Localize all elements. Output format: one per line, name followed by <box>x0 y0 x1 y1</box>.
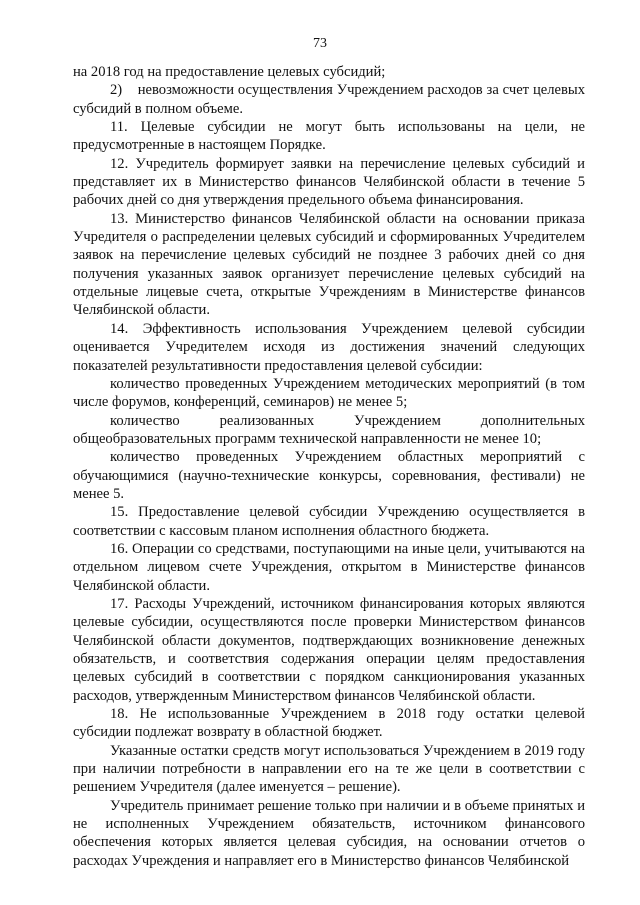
indicator-methodical-events: количество проведенных Учреждением методических мероприятий (в том числе форумов, конференций, семинаров) не менее 5; <box>73 375 585 411</box>
paragraph-remainders: Указанные остатки средств могут использоваться Учреждением в 2019 году при наличии потребности в направлении его на те же цели в соответствии с решением Учредителя (далее именуется – решение). <box>73 742 585 796</box>
clause-16: 16. Операции со средствами, поступающими на иные цели, учитываются на отдельном лицевом счете Учреждения, открытом в Министерстве финансов Челябинской области. <box>73 540 585 594</box>
clause-17: 17. Расходы Учреждений, источником финансирования которых являются целевые субсидии, осуществляются после проверки Министерством финансов Челябинской области документов, подтверждающих возникновение денежных обязательств, и соответствия содержания операции целям предоставления целевых субсидий в соответствии с порядком санкционирования указанных расходов, утвержденным Министерством финансов Челябинской области. <box>73 595 585 704</box>
indicator-programs: количество реализованных Учреждением дополнительных общеобразовательных программ технической направленности не менее 10; <box>73 412 585 447</box>
document-body <box>73 63 585 870</box>
clause-14: 14. Эффективность использования Учреждением целевой субсидии оценивается Учредителем исходя из достижения значений следующих показателей результативности предоставления целевой субсидии: <box>73 320 585 374</box>
page-number: 73 <box>313 36 327 51</box>
list-item-2: 2) невозможности осуществления Учреждением расходов за счет целевых субсидий в полном объеме. <box>73 82 585 117</box>
paragraph-continuation: на 2018 год на предоставление целевых субсидий; <box>73 64 386 80</box>
clause-11: 11. Целевые субсидии не могут быть использованы на цели, не предусмотренные в настоящем Порядке. <box>73 119 585 154</box>
clause-12: 12. Учредитель формирует заявки на перечисление целевых субсидий и представляет их в Министерство финансов Челябинской области в течение 5 рабочих дней со дня утверждения предельного объема финансирования. <box>73 155 585 209</box>
indicator-regional-events: количество проведенных Учреждением областных мероприятий с обучающимися (научно-технические конкурсы, соревнования, фестивали) не менее 5. <box>73 449 585 502</box>
clause-13: 13. Министерство финансов Челябинской области на основании приказа Учредителя о распределении целевых субсидий и сформированных Учредителем заявок на перечисление целевых субсидий не позднее 3 рабочих дней со дня получения указанных заявок организует перечисление целевых субсидий на отдельные лицевые счета, открытые Учреждениям в Министерстве финансов Челябинской области. <box>73 210 585 319</box>
clause-18: 18. Не использованные Учреждением в 2018 году остатки целевой субсидии подлежат возврату в областной бюджет. <box>73 706 585 741</box>
clause-15: 15. Предоставление целевой субсидии Учреждению осуществляется в соответствии с кассовым планом исполнения областного бюджета. <box>73 504 585 539</box>
paragraph-founder-decision: Учредитель принимает решение только при наличии и в объеме принятых и не исполненных Учреждением обязательств, источником финансового обеспечения которых является целевая субсидия, на основании отчетов о расходах Учреждения и направляет его в Министерство финансов Челябинской <box>73 797 585 869</box>
